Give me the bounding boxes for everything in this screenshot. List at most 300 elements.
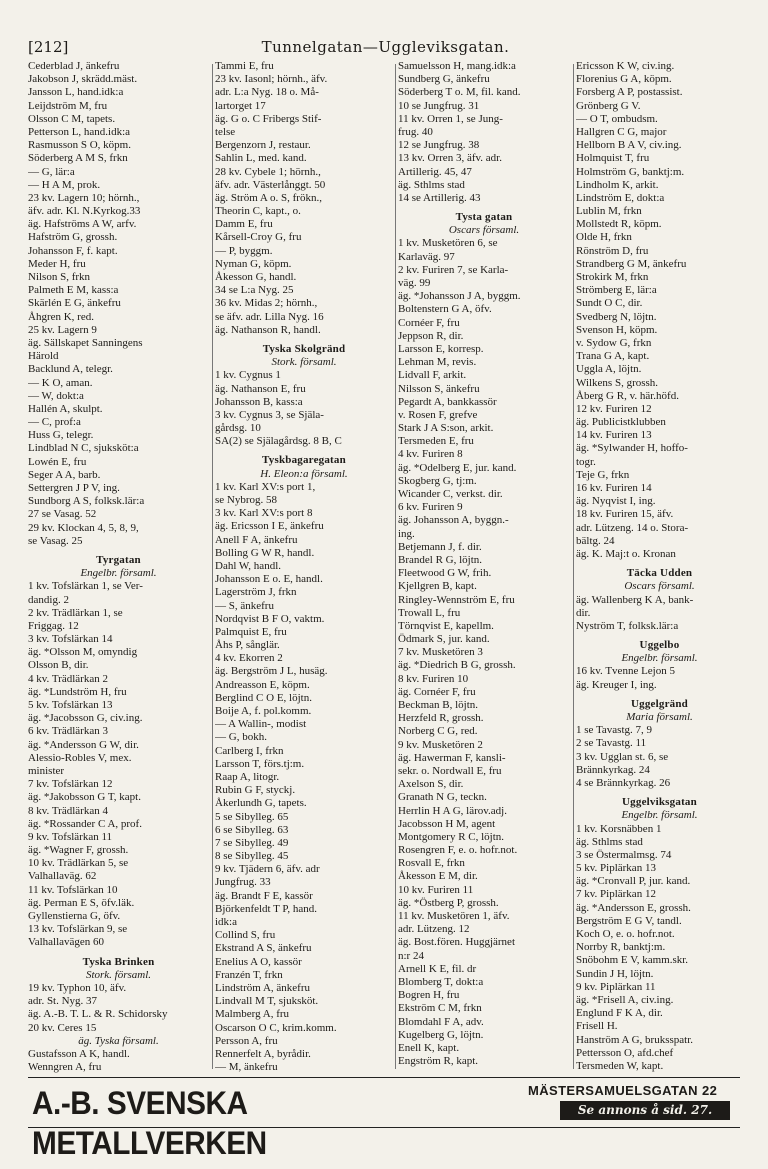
directory-entry: äg. K. Maj:t o. Kronan [576, 547, 676, 560]
directory-entry: Skogberg G, tj:m. [398, 474, 477, 487]
directory-entry: Berglind C O E, löjtn. [215, 691, 312, 704]
directory-entry: Olde H, frkn [576, 231, 632, 244]
directory-entry: Hellborn B A V, civ.ing. [576, 139, 682, 152]
street-heading: Tyska Skolgränd [262, 342, 346, 355]
directory-entry: Skärlén E G, änkefru [28, 297, 121, 310]
directory-entry: Trana G A, kapt. [576, 350, 650, 363]
directory-entry: Persson A, fru [215, 1034, 278, 1047]
directory-column-4 [576, 60, 743, 1075]
directory-entry: Rasmusson S O, köpm. [28, 139, 131, 152]
directory-entry: 20 kv. Ceres 15 [28, 1021, 97, 1034]
directory-entry: Jansson L, hand.idk:a [28, 86, 124, 99]
directory-entry: Kugelberg G, löjtn. [398, 1028, 484, 1041]
directory-entry: äg. *Lundström H, fru [28, 685, 127, 698]
directory-entry: 8 kv. Furiren 10 [398, 672, 469, 685]
directory-entry: Forsberg A P, postassist. [576, 86, 683, 99]
directory-entry: Seger A A, barb. [28, 468, 101, 481]
directory-entry: — K O, aman. [28, 376, 93, 389]
directory-entry: Holmström G, banktj:m. [576, 165, 685, 178]
directory-entry: Damm E, fru [215, 218, 273, 231]
directory-entry: Ekstrand A S, änkefru [215, 942, 312, 955]
directory-entry: v. Sydow G, frkn [576, 336, 652, 349]
directory-entry: Lehman M, revis. [398, 356, 477, 369]
directory-entry: äg. *Östberg P, grossh. [398, 896, 499, 909]
directory-entry: äg. Brandt F E, kassör [215, 889, 313, 902]
directory-entry: Nyman G, köpm. [215, 257, 292, 270]
directory-entry: Axelson S, dir. [398, 778, 464, 791]
directory-entry: Sundberg G, änkefru [398, 73, 490, 86]
directory-entry: äg. Perman E S, öfv.läk. [28, 896, 135, 909]
directory-entry: Åkesson E M, dir. [398, 870, 478, 883]
directory-entry: Larsson E, korresp. [398, 342, 484, 355]
street-heading: Tysta gatan [455, 211, 513, 224]
directory-entry: Strömberg E, lär:a [576, 284, 657, 297]
directory-entry: Karlaväg. 97 [398, 250, 455, 263]
directory-entry: — S, änkefru [215, 599, 274, 612]
directory-entry: 5 se Sibylleg. 65 [215, 810, 289, 823]
directory-columns [28, 60, 743, 1075]
directory-entry: 16 kv. Tvenne Lejon 5 [576, 665, 675, 678]
directory-entry: Mollstedt R, köpm. [576, 218, 662, 231]
directory-entry: 10 kv. Furiren 11 [398, 883, 474, 896]
directory-entry: äg. Hafströms A W, arfv. [28, 218, 137, 231]
directory-entry: — O T, ombudsm. [576, 112, 658, 125]
directory-entry: 3 kv. Ugglan st. 6, se [576, 750, 669, 763]
directory-entry: Tersmeden W, kapt. [576, 1059, 664, 1072]
directory-entry: Sundin J H, löjtn. [576, 967, 654, 980]
directory-entry: Jungfrug. 33 [215, 876, 271, 889]
directory-entry: Lowén E, fru [28, 455, 87, 468]
directory-entry: äg. *Frisell A, civ.ing. [576, 993, 674, 1006]
directory-entry: Hafström G, grossh. [28, 231, 118, 244]
parish-label: Engelbr. församl. [621, 809, 698, 822]
page-title: Tunnelgatan—Uggleviksgatan. [261, 38, 510, 56]
directory-entry [28, 1074, 209, 1075]
directory-entry: 7 kv. Musketören 3 [398, 646, 483, 659]
column-divider [395, 64, 396, 1069]
directory-entry: Hallgren C G, major [576, 125, 667, 138]
directory-entry: frug. 40 [398, 125, 433, 138]
directory-entry: Palmeth E M, kass:a [28, 284, 119, 297]
directory-entry: 9 kv. Piplärkan 11 [576, 980, 656, 993]
directory-entry: 34 se L:a Nyg. 25 [215, 284, 294, 297]
directory-entry: Bogren H, fru [398, 989, 460, 1002]
ad-address: MÄSTERSAMUELSGATAN 22 [528, 1083, 718, 1098]
directory-entry: 14 kv. Furiren 13 [576, 429, 652, 442]
directory-entry: Cornéer F, fru [398, 316, 460, 329]
parish-label: Oscars församl. [624, 580, 695, 593]
directory-entry: Frisell H. [576, 1020, 618, 1033]
directory-entry: Larsson T, förs.tj:m. [215, 757, 305, 770]
directory-entry: 4 kv. Trädlärkan 2 [28, 672, 108, 685]
directory-entry: Bolling G W R, handl. [215, 546, 315, 559]
directory-entry: 12 kv. Furiren 12 [576, 402, 652, 415]
directory-entry: 6 kv. Furiren 9 [398, 501, 463, 514]
parish-label: Stork. församl. [271, 356, 337, 369]
directory-entry: Nordqvist B F O, vaktm. [215, 612, 325, 625]
directory-entry: Stark J A S:son, arkit. [398, 422, 494, 435]
parish-label: äg. Tyska församl. [78, 1034, 159, 1047]
street-heading: Uggelviksgatan [622, 796, 697, 809]
directory-entry: äg. *Odelberg E, jur. kand. [398, 461, 517, 474]
directory-entry: äg. G o. C Fribergs Stif- [215, 112, 322, 125]
directory-entry: minister [28, 764, 65, 777]
ad-bottom-rule [28, 1127, 740, 1128]
directory-entry: — W, dokt:a [28, 389, 84, 402]
directory-entry: Rosengren F, e. o. hofr.not. [398, 844, 518, 857]
directory-entry: Enelius A O, kassör [215, 955, 302, 968]
directory-entry: Kjellgren B, kapt. [398, 580, 477, 593]
directory-entry: 12 se Jungfrug. 38 [398, 139, 480, 152]
directory-column-1 [28, 60, 209, 1075]
parish-label: H. Eleon:a församl. [260, 467, 348, 480]
directory-entry: Lindström A, änkefru [215, 981, 311, 994]
street-heading: Tyska Brinken [82, 955, 155, 968]
directory-entry [576, 1073, 743, 1075]
ad-company-name: A.-B. SVENSKA METALLVERKEN [32, 1085, 267, 1161]
directory-entry: 11 kv. Orren 1, se Jung- [398, 112, 503, 125]
directory-entry: Blomdahl F A, adv. [398, 1015, 484, 1028]
directory-entry: äg. Ericsson I E, änkefru [215, 520, 324, 533]
directory-entry: Wilkens S, grossh. [576, 376, 659, 389]
directory-entry: Ödmark S, jur. kand. [398, 633, 490, 646]
directory-entry: Olsson B, dir. [28, 659, 89, 672]
directory-entry: Florenius G A, köpm. [576, 73, 672, 86]
directory-entry: Wicander C, verkst. dir. [398, 488, 503, 500]
directory-entry: Norberg C G, red. [398, 725, 478, 738]
directory-entry: Tammi E, fru [215, 60, 274, 72]
street-heading: Tyrgatan [96, 553, 141, 566]
directory-entry: telse [215, 125, 236, 138]
directory-entry: Nyström T, folksk.lär:a [576, 619, 679, 632]
directory-entry: adr. St. Nyg. 37 [28, 995, 98, 1008]
page-header [28, 38, 743, 60]
parish-label: Oscars församl. [448, 224, 520, 237]
directory-entry: Valhallaväg. 62 [28, 870, 97, 883]
directory-entry: äg. *Andersson G W, dir. [28, 738, 139, 751]
directory-entry: Beckman B, löjtn. [398, 699, 479, 711]
directory-entry: Cederblad J, änkefru [28, 60, 120, 72]
directory-entry: 10 kv. Trädlärkan 5, se [28, 857, 129, 870]
directory-entry: Brandel R G, löjtn. [398, 553, 483, 566]
directory-entry: 3 kv. Karl XV:s port 8 [215, 507, 313, 520]
directory-entry: Uggla A, löjtn. [576, 363, 642, 376]
directory-entry: Anell F A, änkefru [215, 533, 298, 546]
directory-entry: Härold [28, 350, 59, 363]
directory-entry: Svedberg N, löjtn. [576, 310, 657, 323]
directory-entry: Engström R, kapt. [398, 1055, 479, 1068]
directory-entry: sekr. o. Nordwall E, fru [398, 764, 502, 777]
directory-entry: 5 kv. Tofslärkan 13 [28, 699, 113, 711]
directory-entry: Lindblad N C, sjuksköt:a [28, 442, 139, 455]
directory-entry: Strokirk M, frkn [576, 271, 649, 283]
directory-entry: Hallén A, skulpt. [28, 402, 103, 415]
directory-entry: Ericsson K W, civ.ing. [576, 60, 675, 72]
ad-top-rule [28, 1077, 740, 1078]
directory-entry: Pegardt A, bankkassör [398, 395, 497, 408]
directory-entry: Settergren J P V, ing. [28, 482, 120, 494]
directory-entry: — C, prof:a [28, 416, 81, 429]
directory-entry: 9 kv. Tjädern 6, äfv. adr [215, 863, 320, 876]
page-number: [212] [28, 38, 69, 56]
directory-entry: ing. [398, 527, 415, 540]
directory-entry: Englund F K A, dir. [576, 1007, 663, 1020]
directory-entry [215, 1074, 393, 1075]
directory-entry: äg. Bergström J L, husäg. [215, 665, 328, 678]
directory-entry: Norrby R, banktj:m. [576, 941, 666, 954]
directory-entry: 23 kv. Iasonl; hörnh., äfv. [215, 73, 328, 86]
street-heading: Uggelbo [639, 639, 680, 652]
directory-entry: 11 kv. Musketören 1, äfv. [398, 910, 510, 922]
directory-entry: äg. *Jakobsson G T, kapt. [28, 791, 141, 804]
street-heading: Täcka Udden [626, 567, 693, 580]
directory-entry: 13 kv. Orren 3, äfv. adr. [398, 152, 502, 165]
directory-entry: 7 se Sibylleg. 49 [215, 836, 289, 849]
directory-entry: 1 se Tavastg. 7, 9 [576, 724, 653, 737]
directory-entry: Björkenfeldt T P, hand. [215, 902, 317, 915]
directory-entry: 1 kv. Korsnäbben 1 [576, 822, 662, 835]
directory-entry: äg. *Sylwander H, hoffo- [576, 442, 688, 455]
directory-entry: Valhallavägen 60 [28, 936, 105, 949]
directory-entry: Jacobsson H M, agent [398, 817, 496, 830]
directory-entry: äg. *Rossander C A, prof. [28, 817, 142, 830]
directory-entry: Åhs P, sånglär. [215, 639, 280, 652]
directory-entry: äg. *Cronvall P, jur. kand. [576, 875, 691, 888]
directory-entry: äg. Hawerman F, kansli- [398, 751, 506, 764]
directory-entry: Samuelsson H, mang.idk:a [398, 60, 516, 72]
directory-entry: äg. *Andersson E, grossh. [576, 901, 691, 914]
ad-page-reference: Se annons å sid. 27. [560, 1101, 730, 1120]
directory-entry: 19 kv. Typhon 10, äfv. [28, 981, 127, 994]
directory-entry: SA(2) se Själagårdsg. 8 B, C [215, 435, 342, 448]
directory-entry: 36 kv. Midas 2; hörnh., [215, 297, 318, 310]
directory-entry: 8 se Sibylleg. 45 [215, 850, 289, 863]
directory-entry: äg. Cornéer F, fru [398, 685, 476, 698]
directory-entry: Raap A, litogr. [215, 770, 280, 783]
parish-label: Maria församl. [626, 711, 693, 723]
directory-entry: Collind S, fru [215, 929, 276, 942]
street-heading: Uggelgränd [631, 697, 688, 710]
directory-entry: Herrlin H A G, lärov.adj. [398, 804, 507, 817]
directory-entry: 4 kv. Furiren 8 [398, 448, 463, 461]
directory-entry: togr. [576, 455, 596, 468]
directory-entry: 1 kv. Karl XV:s port 1, [215, 480, 316, 493]
directory-entry: 7 kv. Tofslärkan 12 [28, 778, 113, 791]
directory-entry: 2 kv. Furiren 7, se Karla- [398, 263, 509, 276]
directory-entry: Kårsell-Croy G, fru [215, 231, 302, 244]
directory-entry: Ringley-Wennström E, fru [398, 593, 515, 606]
directory-entry: 9 kv. Musketören 2 [398, 738, 483, 751]
directory-entry: Törnqvist E, kapellm. [398, 619, 494, 632]
directory-entry: Trowall L, fru [398, 606, 461, 619]
directory-entry: 25 kv. Lagern 9 [28, 323, 97, 336]
directory-entry: 1 kv. Musketören 6, se [398, 237, 498, 250]
directory-entry: Lindholm K, arkit. [576, 178, 659, 191]
directory-entry: äg. Johansson A, byggn.- [398, 514, 509, 527]
directory-column-2 [215, 60, 393, 1075]
directory-entry: Svenson H, köpm. [576, 323, 658, 336]
directory-entry: Söderberg T o. M, fil. kand. [398, 86, 521, 99]
directory-entry: Lagerström J, frkn [215, 586, 297, 599]
directory-entry: Palmquist E, fru [215, 625, 287, 638]
directory-entry: 3 kv. Tofslärkan 14 [28, 633, 113, 646]
directory-entry: Åhgren K, red. [28, 310, 94, 323]
directory-entry: Brännkyrkag. 24 [576, 763, 650, 776]
directory-entry: Dahl W, handl. [215, 559, 281, 572]
column-divider [573, 64, 574, 1069]
directory-entry: äg. Bost.fören. Huggjärnet [398, 936, 515, 949]
directory-entry: Arnell K E, fil. dr [398, 962, 477, 975]
directory-entry: Artillerig. 45, 47 [398, 165, 472, 178]
directory-entry: se Vasag. 25 [28, 534, 83, 547]
directory-entry: 27 se Vasag. 52 [28, 508, 97, 521]
directory-entry: väg. 99 [398, 277, 431, 289]
directory-entry: Herzfeld R, grossh. [398, 712, 484, 725]
directory-entry: äfv. adr. Kl. N.Kyrkog.33 [28, 205, 141, 218]
directory-entry: — P, byggm. [215, 244, 273, 257]
directory-entry: äg. *Diedrich B G, grossh. [398, 659, 516, 672]
directory-entry: Malmberg A, fru [215, 1008, 290, 1021]
directory-entry: Sundborg A S, folksk.lär:a [28, 495, 145, 508]
directory-entry: Alessio-Robles V, mex. [28, 751, 132, 764]
directory-entry: Rubin G F, styckj. [215, 784, 296, 797]
directory-entry: 8 kv. Trädlärkan 4 [28, 804, 108, 817]
directory-entry: Snöbohm E V, kamm.skr. [576, 954, 689, 967]
directory-entry: Franzén T, frkn [215, 968, 283, 981]
directory-entry: Holmquist T, fru [576, 152, 650, 165]
directory-entry: Johansson B, kass:a [215, 395, 303, 408]
directory-column-3 [398, 60, 570, 1075]
parish-label: Engelbr. församl. [80, 567, 157, 580]
directory-entry: Andreasson E, köpm. [215, 678, 310, 691]
directory-entry: Lidvall F, arkit. [398, 369, 467, 382]
directory-entry: äg. Kreuger I, ing. [576, 678, 657, 691]
directory-entry: v. Rosen F, grefve [398, 408, 478, 421]
directory-entry: Åkerlundh G, tapets. [215, 797, 307, 810]
directory-entry: Olsson C M, tapets. [28, 112, 116, 125]
directory-entry: Blomberg T, dokt:a [398, 975, 484, 988]
directory-entry: 4 se Brännkyrkag. 26 [576, 776, 671, 789]
directory-entry: äg. Ström A o. S, frökn., [215, 191, 322, 204]
directory-entry: Gustafsson A K, handl. [28, 1047, 130, 1060]
directory-entry: — G, lär:a [28, 165, 75, 178]
directory-entry: 3 se Östermalmsg. 74 [576, 848, 672, 861]
directory-entry: 13 kv. Tofslärkan 9, se [28, 923, 128, 936]
directory-entry: Lindström E, dokt:a [576, 191, 665, 204]
directory-entry: 5 kv. Piplärkan 13 [576, 862, 656, 875]
directory-entry: Leijdström M, fru [28, 99, 108, 112]
directory-entry: Carlberg I, frkn [215, 744, 284, 757]
directory-entry: Boltenstern G A, öfv. [398, 303, 492, 316]
directory-entry: äg. Nyqvist I, ing. [576, 495, 656, 508]
directory-entry: Johansson F, f. kapt. [28, 244, 118, 257]
directory-entry: äg. *Wagner F, grossh. [28, 844, 129, 857]
directory-entry: gårdsg. 10 [215, 422, 261, 435]
directory-entry: se äfv. adr. Lilla Nyg. 16 [215, 310, 324, 323]
directory-entry: — A Wallin-, modist [215, 718, 307, 731]
directory-entry: 2 se Tavastg. 11 [576, 737, 647, 750]
directory-entry: Pettersson O, afd.chef [576, 1046, 674, 1059]
directory-entry: äg. Sthlms stad [398, 178, 465, 191]
directory-entry: adr. L:a Nyg. 18 o. Må- [215, 86, 319, 99]
directory-entry: äg. Sällskapet Sanningens [28, 336, 143, 349]
directory-entry: Tersmeden E, fru [398, 435, 474, 448]
directory-entry: Johansson E o. E, handl. [215, 573, 323, 586]
column-divider [212, 64, 213, 1069]
directory-entry: 1 kv. Tofslärkan 1, se Ver- [28, 580, 143, 593]
directory-entry: 6 se Sibylleg. 63 [215, 823, 289, 836]
parish-label: Stork. församl. [85, 968, 152, 981]
directory-entry: Bergenzorn J, restaur. [215, 139, 311, 152]
directory-entry: idk:a [215, 916, 237, 928]
directory-entry: Åkesson G, handl. [215, 271, 297, 283]
directory-entry: Theorin C, kapt., o. [215, 205, 301, 218]
directory-entry: 29 kv. Klockan 4, 5, 8, 9, [28, 521, 139, 534]
directory-entry: 28 kv. Cybele 1; hörnh., [215, 165, 321, 178]
directory-entry: Rennerfelt A, byrådir. [215, 1047, 311, 1060]
directory-entry: 6 kv. Trädlärkan 3 [28, 725, 108, 738]
directory-entry: dir. [576, 606, 591, 619]
directory-entry: adr. Lützeng. 12 [398, 923, 470, 936]
directory-entry: Teje G, frkn [576, 468, 630, 481]
directory-entry: äg. *Olsson M, omyndig [28, 646, 138, 659]
directory-entry: Gyllenstierna G, öfv. [28, 910, 121, 922]
directory-entry: Nilson S, frkn [28, 271, 91, 283]
directory-entry: — H A M, prok. [28, 178, 101, 191]
directory-entry: Granath N G, teckn. [398, 791, 487, 804]
directory-entry: äg. Nathanson R, handl. [215, 323, 321, 336]
directory-entry: adr. Lützeng. 14 o. Stora- [576, 521, 689, 534]
directory-entry: Jeppson R, dir. [398, 329, 464, 342]
parish-label: Engelbr. församl. [621, 652, 698, 665]
street-heading: Tyskbagaregatan [262, 454, 346, 467]
directory-entry: Åberg G R, v. här.höfd. [576, 389, 679, 402]
directory-entry: Grönberg G V. [576, 99, 641, 112]
directory-entry: — G, bokh. [215, 731, 267, 744]
directory-entry: Rosvall E, frkn [398, 857, 465, 870]
directory-entry: Friggag. 12 [28, 619, 79, 632]
directory-entry: Sahlin L, med. kand. [215, 152, 307, 165]
directory-entry: — M, änkefru [215, 1061, 278, 1074]
directory-entry: Lublin M, frkn [576, 205, 642, 218]
directory-entry: Sundt O C, dir. [576, 297, 643, 310]
directory-entry: Fleetwood G W, frih. [398, 567, 492, 580]
directory-entry: Oscarson O C, krim.komm. [215, 1021, 337, 1034]
directory-entry: Meder H, fru [28, 257, 86, 270]
directory-entry: Backlund A, telegr. [28, 363, 113, 376]
directory-entry: 11 kv. Tofslärkan 10 [28, 883, 118, 896]
directory-entry: Jakobson J, skrädd.mäst. [28, 73, 138, 86]
directory-entry: äg. Sthlms stad [576, 835, 643, 848]
directory-entry: 7 kv. Piplärkan 12 [576, 888, 656, 901]
directory-entry: äg. Nathanson E, fru [215, 382, 306, 395]
directory-entry: 3 kv. Cygnus 3, se Själa- [215, 408, 324, 421]
directory-entry: Boije A, f. pol.komm. [215, 705, 312, 717]
directory-entry: Huss G, telegr. [28, 429, 94, 442]
directory-entry: Hanström A G, bruksspatr. [576, 1033, 694, 1046]
directory-entry: Wenngren A, fru [28, 1061, 102, 1074]
directory-entry: 1 kv. Cygnus 1 [215, 369, 281, 382]
advertisement-banner [28, 1081, 740, 1161]
directory-entry: äg. *Jacobsson G, civ.ing. [28, 712, 143, 725]
directory-entry: Nilsson S, änkefru [398, 382, 480, 395]
directory-entry: dandig. 2 [28, 593, 69, 606]
directory-entry: Betjemann J, f. dir. [398, 540, 482, 553]
directory-entry: Enell K, kapt. [398, 1041, 460, 1054]
directory-entry: lartorget 17 [215, 99, 266, 112]
directory-entry: äg. Publicistklubben [576, 416, 666, 429]
directory-entry: äg. Wallenberg K A, bank- [576, 593, 694, 606]
